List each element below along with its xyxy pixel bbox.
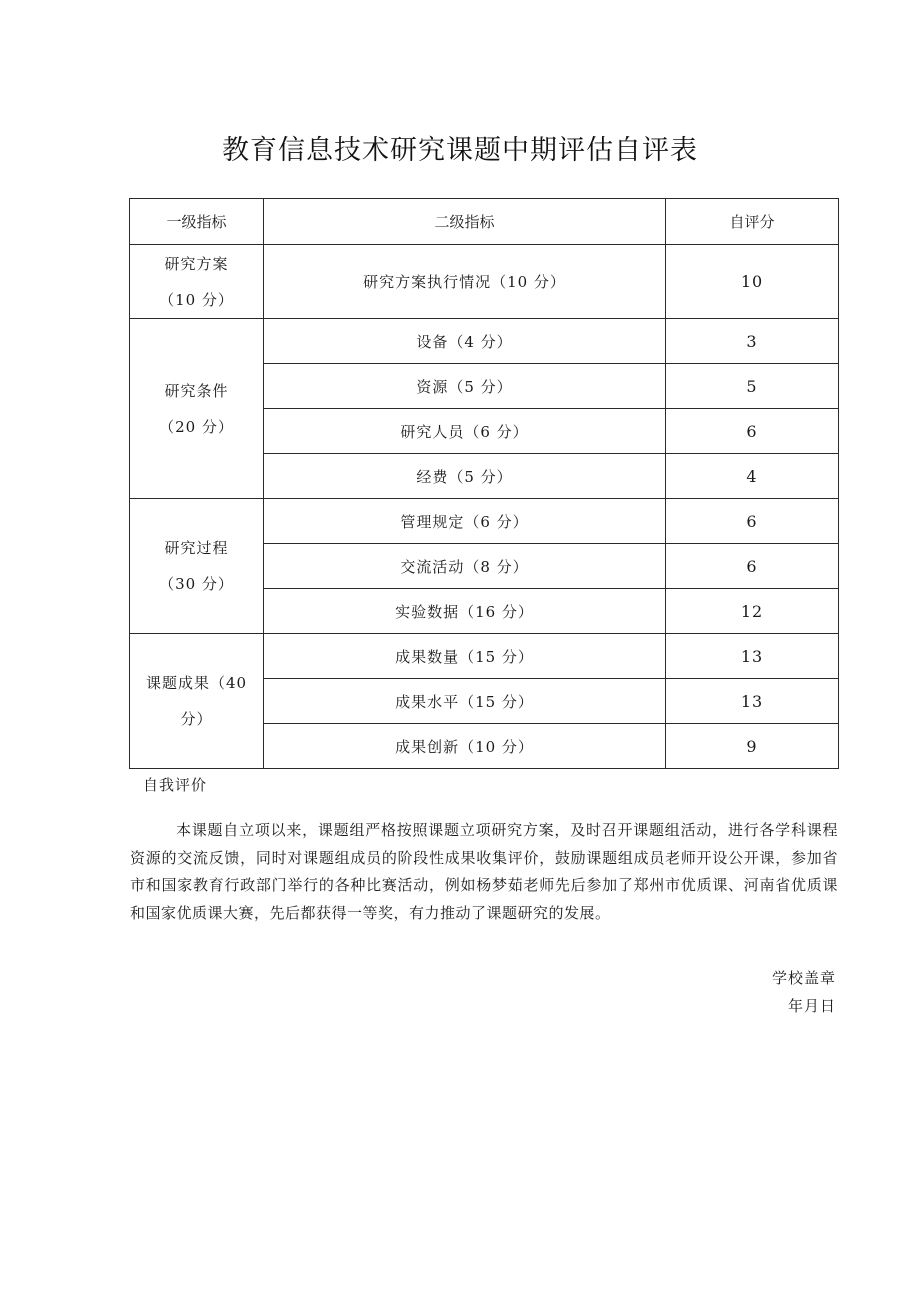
level2-cell: 成果数量（15 分） [264, 634, 666, 679]
header-level2: 二级指标 [264, 199, 666, 245]
score-cell: 4 [666, 454, 839, 499]
score-cell: 9 [666, 724, 839, 769]
table-row [130, 245, 839, 319]
self-evaluation-label: 自我评价 [143, 776, 208, 794]
school-seal-label: 学校盖章 [771, 969, 836, 987]
date-label: 年月日 [787, 997, 836, 1015]
level2-cell: 成果创新（10 分） [264, 724, 666, 769]
level1-cell-results [130, 634, 264, 769]
score-cell: 5 [666, 364, 839, 409]
level2-cell: 成果水平（15 分） [264, 679, 666, 724]
level1-points: （20 分） [159, 417, 234, 436]
level2-cell: 管理规定（6 分） [264, 499, 666, 544]
level1-name: 研究方案 [164, 254, 229, 273]
signature-block [772, 964, 836, 1020]
score-cell: 6 [666, 499, 839, 544]
page-title: 教育信息技术研究课题中期评估自评表 [222, 135, 698, 166]
level2-cell: 资源（5 分） [264, 364, 666, 409]
level2-cell: 经费（5 分） [264, 454, 666, 499]
level2-cell: 设备（4 分） [264, 319, 666, 364]
table-row [130, 319, 839, 364]
level1-points: （10 分） [159, 290, 234, 309]
level1-name: 研究过程 [164, 539, 229, 557]
score-cell: 3 [666, 319, 839, 364]
level2-cell: 交流活动（8 分） [264, 544, 666, 589]
level2-cell: 研究方案执行情况（10 分） [264, 245, 666, 319]
level2-cell: 实验数据（16 分） [264, 589, 666, 634]
table-header-row [130, 199, 839, 245]
table-row [130, 499, 839, 544]
score-cell: 6 [666, 409, 839, 454]
score-cell: 6 [666, 544, 839, 589]
level1-points: 分） [180, 710, 213, 728]
score-cell: 10 [666, 245, 839, 319]
level1-cell-conditions [130, 319, 264, 499]
level1-name: 课题成果（40 [145, 674, 248, 692]
level1-points: （30 分） [159, 575, 234, 593]
header-score: 自评分 [666, 199, 839, 245]
self-evaluation-text: 本课题自立项以来，课题组严格按照课题立项研究方案，及时召开课题组活动，进行各学科课程资源的交流反馈，同时对课题组成员的阶段性成果收集评价，鼓励课题组成员老师开设公开课，参加省市和国家教育行政部门举行的各种比赛活动，例如杨梦茹老师先后参加了郑州市优质课、河南省优质课和国家优质课大赛，先后都获得一等奖，有力推动了课题研究的发展。 [130, 821, 838, 922]
level1-cell-process [130, 499, 264, 634]
score-cell: 13 [666, 679, 839, 724]
table-row [130, 634, 839, 679]
level1-cell-plan [130, 245, 264, 319]
level2-cell: 研究人员（6 分） [264, 409, 666, 454]
header-level1: 一级指标 [130, 199, 264, 245]
evaluation-table [129, 198, 839, 769]
level1-name: 研究条件 [164, 381, 229, 400]
score-cell: 13 [666, 634, 839, 679]
score-cell: 12 [666, 589, 839, 634]
